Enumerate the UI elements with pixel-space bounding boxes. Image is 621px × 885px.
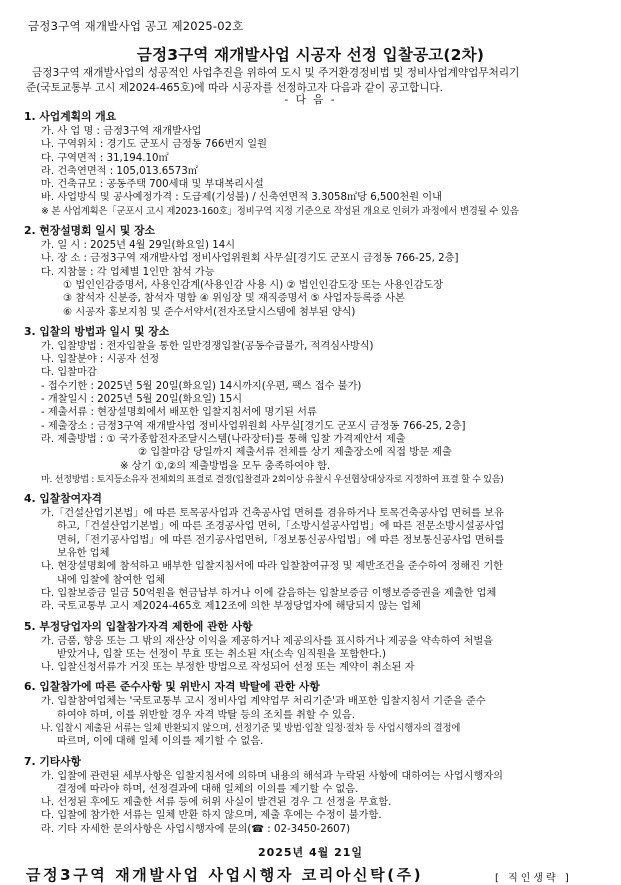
announcement-date: 2025년 4월 21일: [257, 846, 364, 859]
page-title: 금정3구역 재개발사업 시공자 선정 입찰공고(2차): [136, 46, 485, 64]
overview-line: 다. 구역면적 : 31,194.10㎡: [41, 152, 169, 164]
intro-line: 준(국토교통부 고시 제2024-465호)에 따라 시공자를 선정하고자 다음과 같이 공고합니다.: [26, 82, 444, 94]
announcement-body: [24, 104, 606, 836]
section-bid-method: [24, 324, 606, 486]
seal-omitted-note: [ 직인생략 ]: [495, 873, 572, 884]
disqualification-line: 나. 입찰신청서류가 거짓 또는 부정한 방법으로 작성되어 선정 또는 계약이 취소된 자: [41, 662, 415, 674]
disqualification-line: 가. 금품, 향응 또는 그 밖의 재산상 이익을 제공하거나 제공의사를 표시하거나 제공을 약속하여 처벌을: [41, 635, 494, 647]
overview-line: 라. 건축연면적 : 105,013.6573㎡: [41, 165, 198, 177]
deadline-line: - 접수기한 : 2025년 5월 20일(화요일) 14시까지(우편, 팩스 접수 불가): [41, 380, 362, 392]
eligibility-line: 면허,「전기공사업법」에 따른 전기공사업면허,「정보통신공사업법」에 따른 정보통신공사업 면허를: [57, 534, 505, 546]
bid-line: 나. 입찰분야 : 시공자 선정: [41, 354, 160, 366]
other-line: 결정에 따라야 하며, 선정결과에 대해 일체의 이의를 제기할 수 없음.: [57, 783, 359, 795]
submission-method: 라. 제출방법 : ① 국가종합전자조달시스템(나라장터)를 통해 입찰 가격제안서 제출: [41, 433, 406, 445]
overview-line: 바. 사업방식 및 공사예정가격 : 도급제(기성불) / 신축연면적 3.3058㎡당 6,500천원 이내: [41, 192, 442, 204]
compliance-line: 나. 입찰시 제출된 서류는 일체 반환되지 않으며, 선정기준 및 방법·입찰 일정·절차 등 사업시행자의 결정에: [41, 722, 461, 734]
submission-method: ② 입찰마감 당일까지 제출서류 전체를 상기 제출장소에 직접 방문 제출: [138, 447, 452, 459]
bid-line: 가. 입찰방법 : 전자입찰을 통한 일반경쟁입찰(공동수급불가, 적격심사방식): [41, 340, 374, 352]
compliance-line: 하여야 하며, 이를 위반할 경우 자격 박탈 등의 조치를 취할 수 있음.: [57, 709, 355, 721]
issuer-signature: 금정3구역 재개발사업 사업시행자 코리아신탁(주): [26, 866, 424, 884]
briefing-line: 다. 지참물 : 각 업체별 1인만 참석 가능: [41, 266, 215, 278]
compliance-line: 가. 입찰참여업체는 '국토교통부 고시 정비사업 계약업무 처리기준'과 배포한 입찰지침서 기준을 준수: [41, 696, 486, 708]
document-number: 금정3구역 재개발사업 공고 제2025-02호: [28, 19, 244, 33]
section-compliance: [24, 679, 606, 748]
other-line: 나. 선정된 후에도 제출한 서류 등에 허위 사실이 발견된 경우 그 선정을 무효함.: [41, 797, 392, 809]
eligibility-line: 내에 입찰에 참여한 업체: [57, 574, 166, 586]
section-title: 4. 입찰참여자격: [24, 492, 102, 506]
overview-line: 나. 구역위치 : 경기도 군포시 금정동 766번지 일원: [41, 139, 267, 151]
eligibility-line: 보유한 업체: [57, 548, 110, 560]
deadline-line: - 제출서류 : 현장설명회에서 배포한 입찰지침서에 명기된 서류: [41, 407, 317, 419]
compliance-line: 따르며, 이에 대해 일체 이의를 제기할 수 없음.: [57, 736, 264, 748]
eligibility-line: 다. 입찰보증금 일금 50억원을 현금납부 하거나 이에 갈음하는 입찰보증금 이행보증증권을 제출한 업체: [41, 587, 497, 599]
briefing-line: 나. 장 소 : 금정3구역 재개발사업 정비사업위원회 사무실[경기도 군포시 금정동 766-25, 2층]: [41, 253, 459, 265]
section-title: 2. 현장설명회 일시 및 장소: [24, 224, 155, 238]
section-project-overview: [24, 109, 606, 218]
briefing-item: ③ 참석자 신분증, 참석자 명함 ④ 위임장 및 재직증명서 ⑤ 사업자등록증 사본: [63, 293, 405, 305]
other-line: 가. 입찰에 관련된 세부사항은 입찰지침서에 의하며 내용의 해석과 누락된 사항에 대하여는 사업시행자의: [41, 770, 504, 782]
eligibility-line: 나. 현장설명회에 참석하고 배부한 입찰지침서에 따라 입찰참여규정 및 제반조건을 준수하여 정해진 기한: [41, 561, 504, 573]
section-eligibility: [24, 491, 606, 613]
section-title: 1. 사업계획의 개요: [24, 110, 117, 123]
overview-line: 가. 사 업 명 : 금정3구역 재개발사업: [41, 126, 202, 137]
disqualification-line: 받았거나, 입찰 또는 선정이 무효 또는 취소된 자(소속 임직원을 포함한다.): [57, 648, 386, 660]
overview-line: 마. 건축규모 : 공동주택 700세대 및 부대복리시설: [41, 179, 264, 191]
briefing-item: ① 법인인감증명서, 사용인감계(사용인감 사용 시) ② 법인인감도장 또는 사용인감도장: [63, 279, 444, 291]
other-line: 다. 입찰에 참가한 서류는 일체 반환 하지 않으며, 제출 후에는 수정이 불가함.: [41, 810, 382, 822]
eligibility-line: 가.「건설산업기본법」에 따른 토목공사업과 건축공사업 면허를 겸유하거나 토목건축공사업 면허를 보유: [41, 508, 504, 520]
briefing-item: ⑥ 시공자 홍보지침 및 준수서약서(전자조달시스템에 첨부된 양식): [63, 306, 356, 318]
deadline-line: - 제출장소 : 금정3구역 재개발사업 정비사업위원회 사무실[경기도 군포시 금정동 766-25, 2층]: [41, 420, 466, 432]
section-title: 6. 입찰참가에 따른 준수사항 및 위반시 자격 박탈에 관한 사항: [24, 680, 320, 694]
deadline-line: - 개찰일시 : 2025년 5월 20일(화요일) 15시: [41, 394, 243, 406]
eligibility-line: 라. 국토교통부 고시 제2024-465호 제12조에 의한 부정당업자에 해당되지 않는 업체: [41, 601, 421, 613]
section-disqualification: [24, 619, 606, 675]
da-eum-heading: - 다 음 -: [284, 94, 337, 106]
intro-line: 금정3구역 재개발사업의 성공적인 사업추진을 위하여 도시 및 주거환경정비법 및 정비사업계약업무처리기: [32, 67, 520, 79]
section-title: 5. 부정당업자의 입찰참가자격 제한에 관한 사항: [24, 619, 253, 633]
briefing-line: 가. 일 시 : 2025년 4월 29일(화요일) 14시: [41, 240, 236, 252]
selection-method: 마. 선정방법 : 토지등소유자 전체회의 표결로 결정(입찰결과 2회이상 유찰시 우선협상대상자로 지정하여 표결 할 수 있음): [41, 473, 504, 485]
bid-line: 다. 입찰마감: [41, 367, 97, 379]
submission-note: ※ 상기 ①,②의 제출방법을 모두 충족하여야 함.: [120, 460, 331, 472]
contact-line: 라. 기타 자세한 문의사항은 사업시행자에 문의(☎ : 02-3450-2607): [41, 823, 351, 835]
eligibility-line: 하고,「건설산업기본법」에 따른 조경공사업 면허,「소방시설공사업법」에 따른 전문소방시설공사업: [57, 521, 505, 533]
section-site-briefing: [24, 223, 606, 319]
section-title: 7. 기타사항: [24, 754, 82, 768]
section-title: 3. 입찰의 방법과 일시 및 장소: [24, 324, 170, 338]
overview-note: ※ 본 사업계획은「군포시 고시 제2023-160호」정비구역 지정 기준으로 작성된 개요로 인허가 과정에서 변경될 수 있음: [41, 205, 519, 217]
section-other: [24, 754, 606, 836]
